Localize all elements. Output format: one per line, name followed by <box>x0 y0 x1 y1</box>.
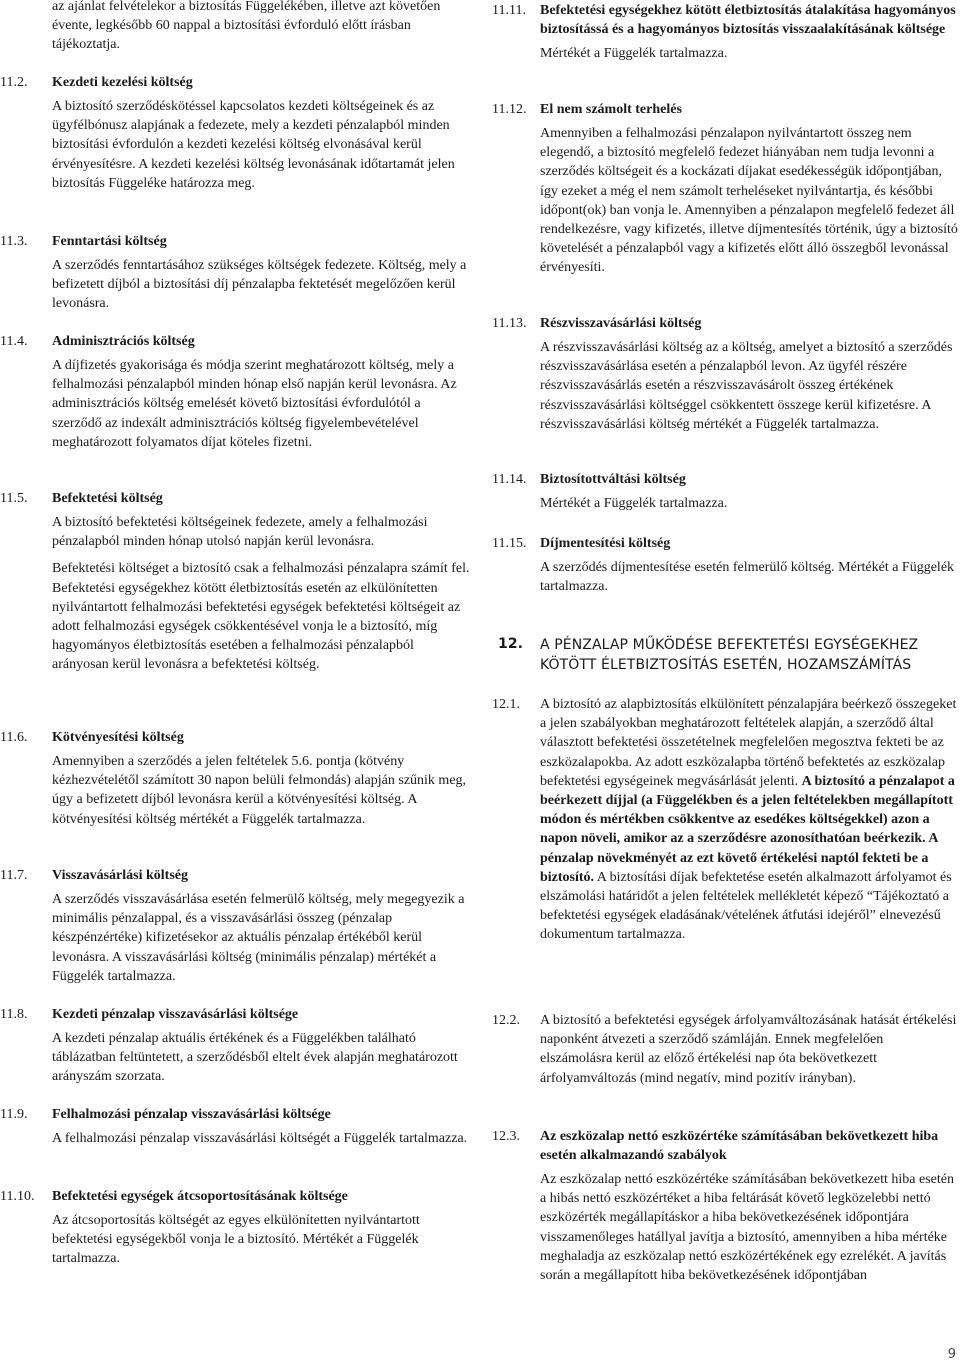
section-title: Kötvényesítési költség <box>52 730 184 745</box>
paragraph: A szerződés díjmentesítése esetén felmerülő költség. Mértékét a Függelék tartalmazza. <box>540 560 955 595</box>
section-12-1 <box>488 695 958 945</box>
paragraph: Befektetési költséget a biztosító csak a felhalmozási pénzalapra számít fel. Befektetési egységekhez kötött életbiztosítás esetén az elkülönítetten nyilvántartott felhalmozási befektetési egységek befektetési költségeit az adott felhalmozási egységek csökkentésével vonja le a biztosító, míg hagyományos életbiztosítás esetében a felhalmozási pénzalapból arányosan kerül levonásra a befektetési költség. <box>52 561 470 673</box>
paragraph: A biztosító a befektetési egységek árfolyamváltozásának hatását értékelési naponként átvezeti a szerződő számláján. Ennek megfelelően elszámolásra kerül az előző értékelési nap óta bekövetkezett árfolyamváltozás (mind negatív, mind pozitív irányban). <box>540 1013 957 1086</box>
section-title: Befektetési egységek átcsoportosításának költsége <box>52 1189 348 1204</box>
section-title: Befektetési költség <box>52 491 163 506</box>
section-title: Részvisszavásárlási költség <box>540 316 702 331</box>
section-title: Biztosítottváltási költség <box>540 472 686 487</box>
text-run: A biztosító az alapbiztosítás elkülönített pénzalapjára beérkező összegeket a jelen szabályokban meghatározott feltételek alapján, a szerződő által választott befektetési összetételnek megfelelően megosztva fekteti be az eszközalapokba. Az adott eszközalapba történő befektetés az eszközalap befektetési egységeinek megvásárlását jelenti. <box>540 697 957 789</box>
section-11-15 <box>488 534 958 596</box>
intro-text: az ajánlat felvételekor a biztosítás Függelékében, illetve azt követően évente, legkésőbb 60 nappal a biztosítási évforduló előtt írásban tájékoztatja. <box>52 0 441 53</box>
section-number: 11.9. <box>0 1107 28 1122</box>
paragraph: Mértékét a Függelék tartalmazza. <box>540 496 728 511</box>
section-title: Befektetési egységekhez kötött életbiztosítás átalakítása hagyományos biztosítássá és a hagyományos biztosítás visszaalakításának költsége <box>540 3 956 37</box>
paragraph: A felhalmozási pénzalap visszavásárlási költségét a Függelék tartalmazza. <box>52 1131 468 1146</box>
section-11-6 <box>0 728 470 829</box>
section-number: 11.13. <box>492 316 527 331</box>
chapter-number: 12. <box>498 636 524 652</box>
paragraph: A szerződés visszavásárlása esetén felmerülő költség, mely megegyezik a minimális pénzalappal, és a visszavásárlási összeg (pénzalap készpénzértéke) kifizetésekor az aktuális pénzalap értékéből kerül levonásra. A visszavásárlási költség (minimális pénzalap) mértékét a Függelék tartalmazza. <box>52 892 465 984</box>
chapter-12-heading <box>488 635 958 675</box>
section-number: 12.2. <box>492 1013 520 1028</box>
section-number: 11.14. <box>492 472 527 487</box>
section-11-4 <box>0 332 470 452</box>
paragraph: A biztosító szerződéskötéssel kapcsolatos kezdeti költségeinek és az ügyfélbónusz alapjának a fedezete, mely a kezdeti pénzalapból minden biztosítási évfordulón a kezdeti kezelési költség elvonásával kerül érvényesítésre. A kezdeti kezelési költség levonásának időtartamát jelen biztosítás Függeléke határozza meg. <box>52 99 455 191</box>
section-number: 11.3. <box>0 234 28 249</box>
section-11-9 <box>0 1105 470 1148</box>
section-title: Adminisztrációs költség <box>52 334 195 349</box>
bold-text-run: A biztosító a pénzalapot a beérkezett díjjal (a Függelékben és a jelen feltételekben megállapított módon és mértékben csökkentve az esedékes költségekkel) azon a napon növeli, amikor az a szerződésre azonosíthatóan beérkezik. A pénzalap növekményét az ezt követő értékelési naptól fekteti be a biztosító. <box>540 773 955 885</box>
section-12-2 <box>488 1011 958 1088</box>
paragraph: Az eszközalap nettó eszközértéke számításában bekövetkezett hiba esetén a hibás nettó eszközértéket a hiba feltárását követő legközelebbi nettó eszközérték megállapításkor a hiba bekövetkezésének időpontjára visszamenőleges hatállyal javítja a biztosító, amennyiben a hiba mértéke meghaladja az eszközalap nettó eszközértékének egy ezrelékét. A javítás során a megállapított hiba bekövetkezésének időpontjában <box>540 1172 954 1284</box>
section-title: Felhalmozási pénzalap visszavásárlási költsége <box>52 1107 331 1122</box>
section-number: 12.3. <box>492 1129 520 1144</box>
section-11-2 <box>0 73 470 193</box>
paragraph: A biztosító befektetési költségeinek fedezete, amely a felhalmozási pénzalapból minden hónap utolsó napján kerül levonásra. <box>52 515 428 550</box>
paragraph: Az átcsoportosítás költségét az egyes elkülönítetten nyilvántartott befektetési egységekből vonja le a biztosító. Mértékét a Függelék tartalmazza. <box>52 1213 420 1267</box>
section-title: Kezdeti pénzalap visszavásárlási költsége <box>52 1007 299 1022</box>
section-11-3 <box>0 232 470 314</box>
paragraph: Mértékét a Függelék tartalmazza. <box>540 46 728 61</box>
section-number: 11.11. <box>492 3 526 18</box>
section-number: 11.4. <box>0 334 28 349</box>
section-number: 11.12. <box>492 102 527 117</box>
section-11-10 <box>0 1187 470 1269</box>
section-title: Kezdeti kezelési költség <box>52 75 193 90</box>
paragraph <box>540 695 958 945</box>
section-12-3 <box>488 1127 958 1285</box>
section-number: 11.10. <box>0 1189 35 1204</box>
section-11-5 <box>0 489 470 675</box>
section-11-8 <box>0 1005 470 1087</box>
section-number: 11.6. <box>0 730 28 745</box>
intro-continuation <box>0 0 470 55</box>
text-run: A biztosítási díjak befektetése esetén alkalmazott árfolyamot és elszámolási határidőt a jelen feltételek mellékletét képező “Tájékoztató a befektetési egységek eladásának/vételének átfutási idejéről” elnevezésű dokumentum tartalmazza. <box>540 869 952 943</box>
paragraph: A kezdeti pénzalap aktuális értékének és a Függelékben található táblázatban feltüntetett, a szerződésből eltelt évek alapján meghatározott arányszám szorzata. <box>52 1031 458 1085</box>
section-11-12 <box>488 100 958 278</box>
page-number: 9 <box>947 1347 956 1362</box>
section-number: 11.7. <box>0 868 28 883</box>
section-title: Visszavásárlási költség <box>52 868 188 883</box>
chapter-title: A PÉNZALAP MŰKÖDÉSE BEFEKTETÉSI EGYSÉGEKHEZ KÖTÖTT ÉLETBIZTOSÍTÁS ESETÉN, HOZAMSZÁMÍTÁS <box>540 637 919 673</box>
section-11-14 <box>488 470 958 513</box>
paragraph: Amennyiben a felhalmozási pénzalapon nyilvántartott összeg nem elegendő, a biztosító megfelelő fedezet hiányában nem tudja levonni a szerződés költségeit és a kockázati díjakat esedékességük időpontjában, így ezeket a még el nem számolt terheléseket nyilvántartja, és későbbi időpont(ok) ban vonja le. Amennyiben a pénzalapon megfelelő fedezet áll rendelkezésre, vagy kifizetés, illetve díjmentesítés történik, úgy a biztosító követelését a pénzalapból vagy a kifizetés előtt álló összegből levonással érvényesíti. <box>540 126 958 276</box>
section-11-11 <box>488 1 958 63</box>
section-number: 11.5. <box>0 491 28 506</box>
section-title: Az eszközalap nettó eszközértéke számításában bekövetkezett hiba esetén alkalmazandó szabályok <box>540 1129 939 1163</box>
section-title: Díjmentesítési költség <box>540 536 671 551</box>
section-11-13 <box>488 314 958 434</box>
paragraph: A díjfizetés gyakorisága és módja szerint meghatározott költség, mely a felhalmozási pénzalapból minden hónap első napján kerül levonásra. Az adminisztrációs költség emelését követő biztosítási évfordulótól a szerződő az indexált adminisztrációs költség figyelembevételével meghatározott folyamatos díjat köteles fizetni. <box>52 358 457 450</box>
paragraph: A részvisszavásárlási költség az a költség, amelyet a biztosító a szerződés részvisszavásárlása esetén a pénzalapból levon. Az ügyfél részére részvisszavásárlás esetén a részvisszavásárolt összeg értékének részvisszavásárlási költséggel csökkentett összege kerül kifizetésre. A részvisszavásárlási költség mértékét a Függelék tartalmazza. <box>540 340 953 432</box>
section-11-7 <box>0 866 470 986</box>
section-number: 11.15. <box>492 536 527 551</box>
section-number: 12.1. <box>492 697 520 712</box>
section-number: 11.8. <box>0 1007 28 1022</box>
section-title: El nem számolt terhelés <box>540 102 682 117</box>
paragraph: Amennyiben a szerződés a jelen feltételek 5.6. pontja (kötvény kézhezvételétől számított 30 napon belüli felmondás) alapján szűnik meg, úgy a befizetett díjból levonásra kerül a kötvényesítési költség. A kötvényesítési költség mértékét a Függelék tartalmazza. <box>52 754 467 827</box>
section-number: 11.2. <box>0 75 28 90</box>
paragraph: A szerződés fenntartásához szükséges költségek fedezete. Költség, mely a befizetett díjból a biztosítási díj pénzalapba fektetését megelőzően kerül levonásra. <box>52 258 467 312</box>
section-title: Fenntartási költség <box>52 234 167 249</box>
